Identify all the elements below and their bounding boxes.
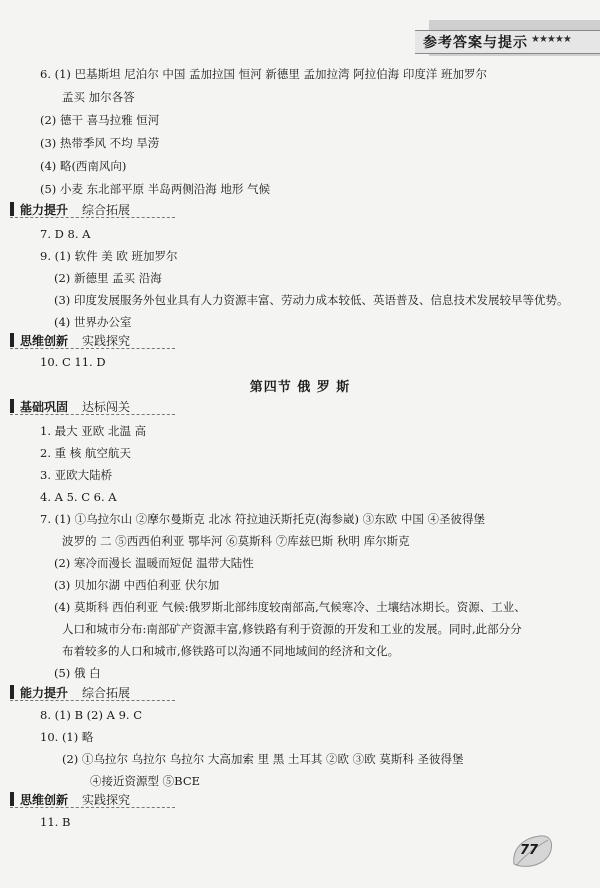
section-sub: 综合拓展 <box>82 686 131 700</box>
answer-line: (3) 印度发展服务外包业具有人力资源丰富、劳动力成本较低、英语普及、信息技术发展较早等优势。 <box>54 293 569 307</box>
answer-line: 2. 重 核 航空航天 <box>40 446 131 460</box>
answer-line: 3. 亚欧大陆桥 <box>40 468 113 482</box>
answer-line: (5) 俄 白 <box>54 666 101 680</box>
section-label: 思维创新 <box>20 793 69 807</box>
section-thinking-2 <box>10 790 210 808</box>
section-rule <box>10 807 175 808</box>
section-label: 思维创新 <box>20 334 69 348</box>
answer-line: 4. A 5. C 6. A <box>40 490 117 504</box>
page-number-text: 77 <box>520 843 539 858</box>
answer-line: (4) 略(西南风向) <box>40 159 127 173</box>
answer-line: (3) 热带季风 不均 旱涝 <box>40 136 160 150</box>
section-ability-1 <box>10 200 210 218</box>
answer-line: 8. (1) B (2) A 9. C <box>40 708 143 722</box>
answer-line: 布着较多的人口和城市,修铁路可以沟通不同地域间的经济和文化。 <box>62 644 400 658</box>
section-heading: 第四节 俄 罗 斯 <box>249 380 351 395</box>
page-number <box>510 834 554 870</box>
section-thinking-1 <box>10 331 210 349</box>
section-bar <box>10 202 14 216</box>
section-bar <box>10 685 14 699</box>
answer-line: 人口和城市分布:南部矿产资源丰富,修铁路有利于资源的开发和工业的发展。同时,此部分分 <box>62 622 522 636</box>
answer-line: 11. B <box>40 815 71 829</box>
section-label: 基础巩固 <box>20 400 69 414</box>
section-sub: 达标闯关 <box>82 400 131 414</box>
section-label: 能力提升 <box>20 203 69 217</box>
answer-line: 7. (1) ①乌拉尔山 ②摩尔曼斯克 北冰 符拉迪沃斯托克(海参崴) ③东欧 中国 ④圣彼得堡 <box>40 512 485 526</box>
answer-line: ④接近资源型 ⑤BCE <box>90 774 201 788</box>
section-rule <box>10 414 175 415</box>
section-basic <box>10 397 210 415</box>
header-title: 参考答案与提示 <box>423 35 528 51</box>
section-bar <box>10 399 14 413</box>
header-tab <box>415 0 600 56</box>
section-bar <box>10 333 14 347</box>
answer-line: 10. C 11. D <box>40 355 106 369</box>
answer-line: (2) ①乌拉尔 乌拉尔 乌拉尔 大高加索 里 黑 土耳其 ②欧 ③欧 莫斯科 圣彼得堡 <box>62 752 464 766</box>
header-stars: ★★★★★ <box>531 34 571 45</box>
section-sub: 实践探究 <box>82 793 131 807</box>
section-rule <box>10 217 175 218</box>
answer-line: 波罗的 二 ⑤西西伯利亚 鄂毕河 ⑥莫斯科 ⑦库兹巴斯 秋明 库尔斯克 <box>62 534 410 548</box>
answer-line: 7. D 8. A <box>40 227 91 241</box>
answer-line: 9. (1) 软件 美 欧 班加罗尔 <box>40 249 178 263</box>
answer-line: 孟买 加尔各答 <box>62 90 135 104</box>
section-sub: 实践探究 <box>82 334 131 348</box>
answer-line: 1. 最大 亚欧 北温 高 <box>40 424 147 438</box>
answer-line: 6. (1) 巴基斯坦 尼泊尔 中国 孟加拉国 恒河 新德里 孟加拉湾 阿拉伯海 印度洋 班加罗尔 <box>40 67 487 81</box>
answer-line: (5) 小麦 东北部平原 半岛两侧沿海 地形 气候 <box>40 182 271 196</box>
answer-line: (2) 新德里 孟买 沿海 <box>54 271 162 285</box>
section-bar <box>10 792 14 806</box>
answer-line: (3) 贝加尔湖 中西伯利亚 伏尔加 <box>54 578 220 592</box>
section-rule <box>10 700 175 701</box>
answer-line: (2) 寒冷而漫长 温暖而短促 温带大陆性 <box>54 556 254 570</box>
answer-line: (2) 德干 喜马拉雅 恒河 <box>40 113 160 127</box>
section-label: 能力提升 <box>20 686 69 700</box>
answer-line: (4) 莫斯科 西伯利亚 气候:俄罗斯北部纬度较南部高,气候寒冷、土壤结冰期长。资源、工业、 <box>54 600 526 614</box>
answer-line: 10. (1) 略 <box>40 730 94 744</box>
section-rule <box>10 348 175 349</box>
answer-line: (4) 世界办公室 <box>54 315 132 329</box>
section-sub: 综合拓展 <box>82 203 131 217</box>
section-ability-2 <box>10 683 210 701</box>
